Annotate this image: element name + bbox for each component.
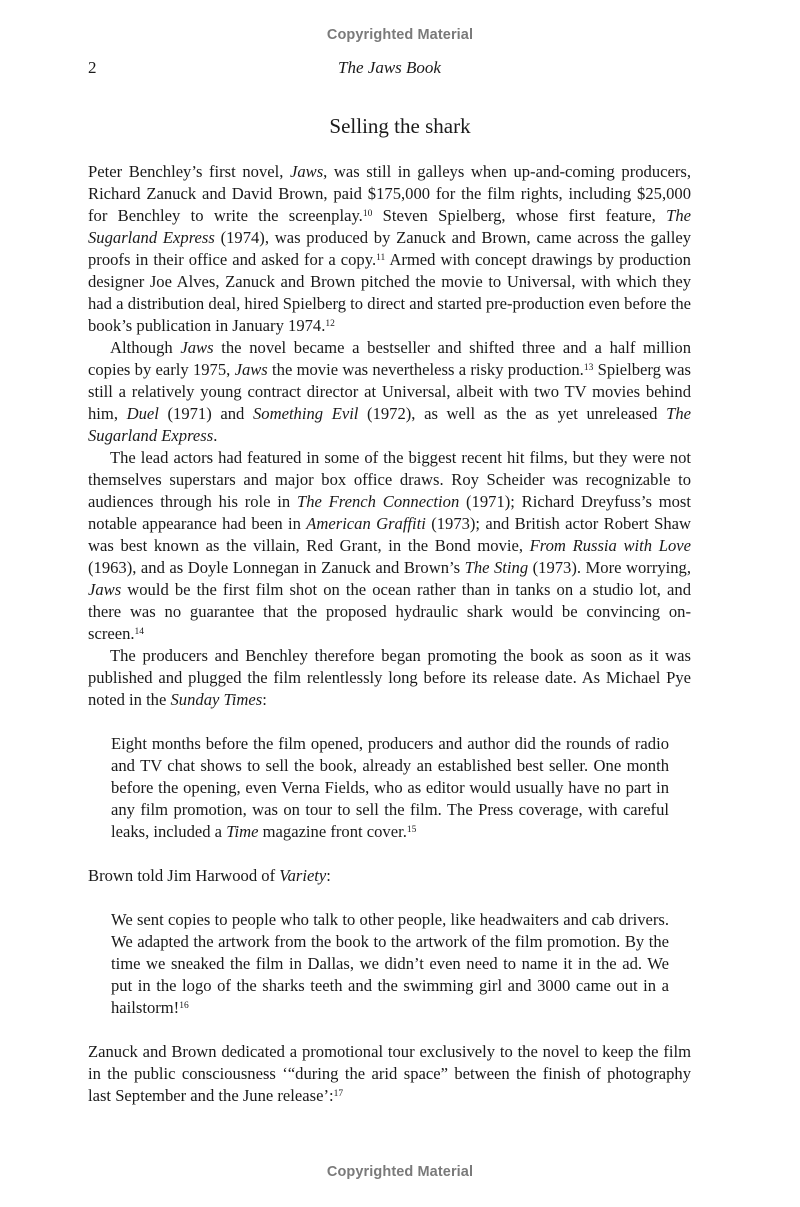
italic-text: Jaws <box>88 580 122 599</box>
paragraph <box>88 645 691 711</box>
italic-text: American Graffiti <box>306 514 426 533</box>
text-run: the movie was nevertheless a risky production. <box>267 360 584 379</box>
text-run: (1973). More worrying, <box>528 558 691 577</box>
text-run: Although <box>110 338 181 357</box>
text-run: Zanuck and Brown dedicated a promotional tour exclusively to the novel to keep the film in the public consciousness ‘“during the arid space” between the finish of photography last September and the June release’: <box>88 1042 691 1105</box>
text-run: (1974), was produced by Zanuck and Brown, came across the galley proofs in their office and asked for a copy. <box>88 228 692 269</box>
text-run: : <box>326 866 331 885</box>
text-run: (1971); Richard Dreyfuss’s most notable appearance had been in <box>88 492 691 533</box>
section-title: Selling the shark <box>329 114 471 138</box>
footnote-reference: 12 <box>325 319 335 329</box>
paragraph <box>88 337 691 447</box>
paragraph <box>88 1041 691 1107</box>
text-run: Peter Benchley’s first novel, <box>88 162 290 181</box>
footnote-reference: 17 <box>333 1089 344 1099</box>
text-run: The lead actors had featured in some of the biggest recent hit films, but they were not themselves superstars and major box office draws. Roy Scheider was recognizable to audiences through his role in <box>88 448 691 511</box>
block-quote <box>88 909 691 1019</box>
italic-text: From Russia with Love <box>529 536 691 555</box>
italic-text: The Sting <box>464 558 529 577</box>
italic-text: Something Evil <box>253 404 359 423</box>
text-run: , was still in galleys when up-and-coming producers, Richard Zanuck and David Brown, paid $175,000 for the film rights, including $25,000 for Benchley to write the screenplay. <box>88 162 691 225</box>
footnote-reference: 10 <box>362 209 373 219</box>
italic-text: The French Connection <box>297 492 460 511</box>
footnote-reference: 11 <box>376 253 386 263</box>
footnote-reference: 15 <box>406 825 417 835</box>
text-run: magazine front cover. <box>258 822 407 841</box>
copyright-watermark-top: Copyrighted Material <box>326 27 474 43</box>
text-run: Steven Spielberg, whose first feature, <box>372 206 667 225</box>
block-quote <box>88 733 691 843</box>
text-run: Spielberg was still a relatively young contract director at Universal, albeit with two TV movies behind him, <box>88 360 691 423</box>
text-run: Brown told Jim Harwood of <box>88 866 280 885</box>
page-number: 2 <box>88 58 97 77</box>
footnote-reference: 13 <box>583 363 594 373</box>
text-run: the novel became a bestseller and shifted three and a half million copies by early 1975, <box>88 338 692 379</box>
text-run: . <box>213 426 218 445</box>
italic-text: Variety <box>279 866 327 885</box>
text-run: (1963), and as Doyle Lonnegan in Zanuck and Brown’s <box>88 558 465 577</box>
text-run: would be the first film shot on the ocean rather than in tanks on a studio lot, and there was no guarantee that the proposed hydraulic shark would be convincing on-screen. <box>88 580 691 643</box>
book-title: The Jaws Book <box>338 58 441 77</box>
italic-text: Time <box>226 822 259 841</box>
text-run: We sent copies to people who talk to other people, like headwaiters and cab drivers. We adapted the artwork from the book to the artwork of the film promotion. By the time we sneaked the film in Dallas, we didn’t even need to name it in the ad. We put in the logo of the sharks teeth and the swimming girl and 3000 came out in a hailstorm! <box>111 910 669 1017</box>
paragraph <box>88 865 691 887</box>
text-run: : <box>262 690 267 709</box>
text-run: (1971) and <box>158 404 253 423</box>
footnote-reference: 16 <box>179 1001 189 1011</box>
text-run: (1972), as well as the as yet unreleased <box>358 404 667 423</box>
copyright-watermark-bottom: Copyrighted Material <box>326 1164 474 1180</box>
footnote-reference: 14 <box>134 627 145 637</box>
running-head <box>88 58 691 82</box>
text-run: (1973); and British actor Robert Shaw was best known as the villain, Red Grant, in the Bond movie, <box>88 514 691 555</box>
italic-text: Jaws <box>234 360 268 379</box>
italic-text: The Sugarland Express <box>88 206 691 247</box>
italic-text: Jaws <box>180 338 214 357</box>
italic-text: Duel <box>126 404 159 423</box>
text-run: Armed with concept drawings by production designer Joe Alves, Zanuck and Brown pitched the movie to Universal, with which they had a distribution deal, hired Spielberg to direct and started pre-production even before the book’s publication in January 1974. <box>88 250 691 335</box>
text-run: Eight months before the film opened, producers and author did the rounds of radio and TV chat shows to sell the book, already an established best seller. One month before the opening, even Verna Fields, who as editor would usually have no part in any film promotion, was on tour to sell the film. The Press coverage, with careful leaks, included a <box>111 734 669 841</box>
paragraph <box>88 161 691 337</box>
italic-text: Sunday Times <box>170 690 263 709</box>
paragraph <box>88 447 691 645</box>
body-text <box>88 161 691 1107</box>
text-run: The producers and Benchley therefore began promoting the book as soon as it was published and plugged the film relentlessly long before its release date. As Michael Pye noted in the <box>88 646 691 709</box>
italic-text: Jaws <box>289 162 324 181</box>
italic-text: The Sugarland Express <box>88 404 691 445</box>
